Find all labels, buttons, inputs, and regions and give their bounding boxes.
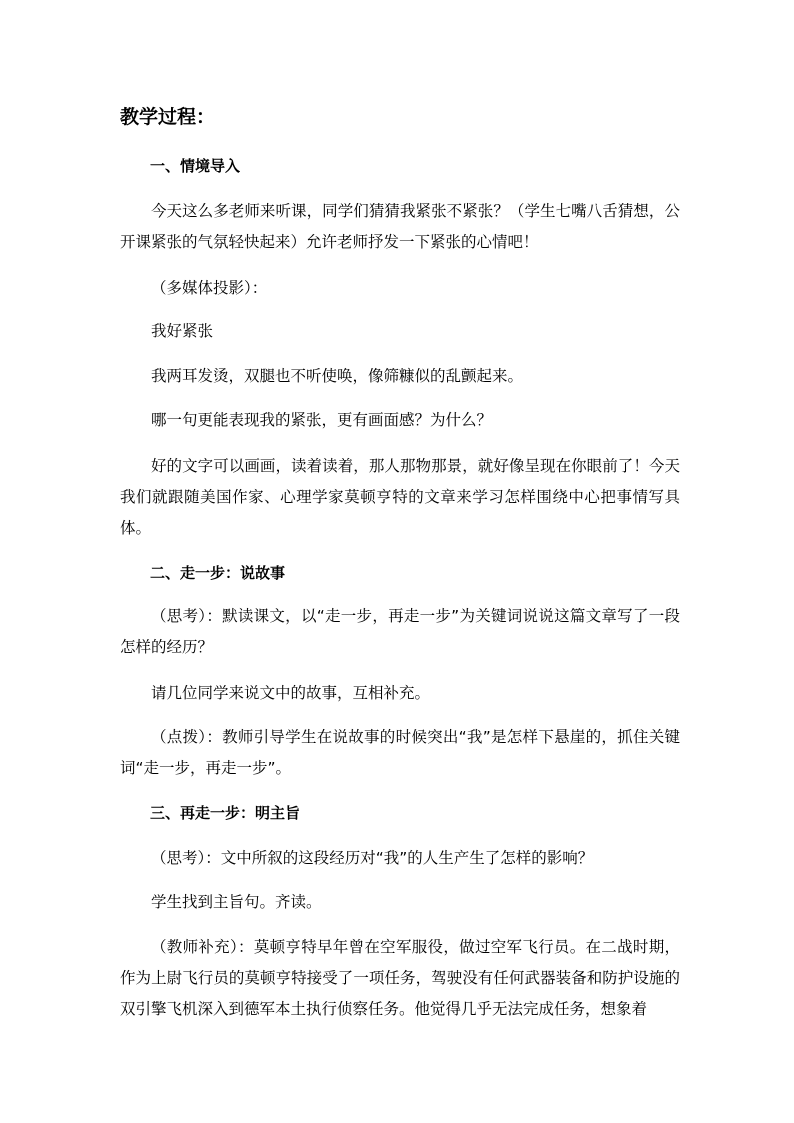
paragraph-discussion-question: 哪一句更能表现我的紧张，更有画面感？为什么？ (151, 411, 493, 429)
document-title: 教学过程： (120, 106, 216, 128)
paragraph-teacher-supplement: （教师补充）：莫顿亨特早年曾在空军服役，做过空军飞行员。在二战时期，作为上尉飞行员的莫顿亨特接受了一项任务，驾驶没有任何武器装备和防护设施的双引擎飞机深入到德军本土执行侦察任务。他觉得几乎无法完成任务，想象着 (120, 938, 680, 1018)
paragraph-think-2: （思考）：文中所叙的这段经历对“我”的人生产生了怎样的影响？ (151, 849, 594, 867)
paragraph-multimedia-label: （多媒体投影）： (151, 279, 268, 297)
paragraph-example-2: 我两耳发烫，双腿也不听使唤，像筛糠似的乱颤起来。 (151, 367, 524, 385)
paragraph-theme-sentence: 学生找到主旨句。齐读。 (151, 893, 322, 911)
section-heading-2: 二、走一步：说故事 (150, 564, 286, 582)
paragraph-think-1: （思考）：默读课文，以“走一步，再走一步”为关键词说说这篇文章写了一段怎样的经历？ (120, 607, 680, 656)
paragraph-retell: 请几位同学来说文中的故事，互相补充。 (151, 684, 431, 702)
section-heading-3: 三、再走一步：明主旨 (150, 804, 301, 822)
section-heading-1: 一、情境导入 (150, 157, 241, 175)
paragraph-guide: （点拨）：教师引导学生在说故事的时候突出“我”是怎样下悬崖的，抓住关键词“走一步，再走一步”。 (120, 728, 680, 777)
paragraph-good-writing: 好的文字可以画画，读着读着，那人那物那景，就好像呈现在你眼前了！今天我们就跟随美国作家、心理学家莫顿亨特的文章来学习怎样围绕中心把事情写具体。 (120, 457, 680, 537)
paragraph-example-1: 我好紧张 (151, 322, 214, 340)
paragraph-intro-question: 今天这么多老师来听课，同学们猜猜我紧张不紧张？（学生七嘴八舌猜想，公开课紧张的气氛轻快起来）允许老师抒发一下紧张的心情吧！ (120, 202, 680, 251)
